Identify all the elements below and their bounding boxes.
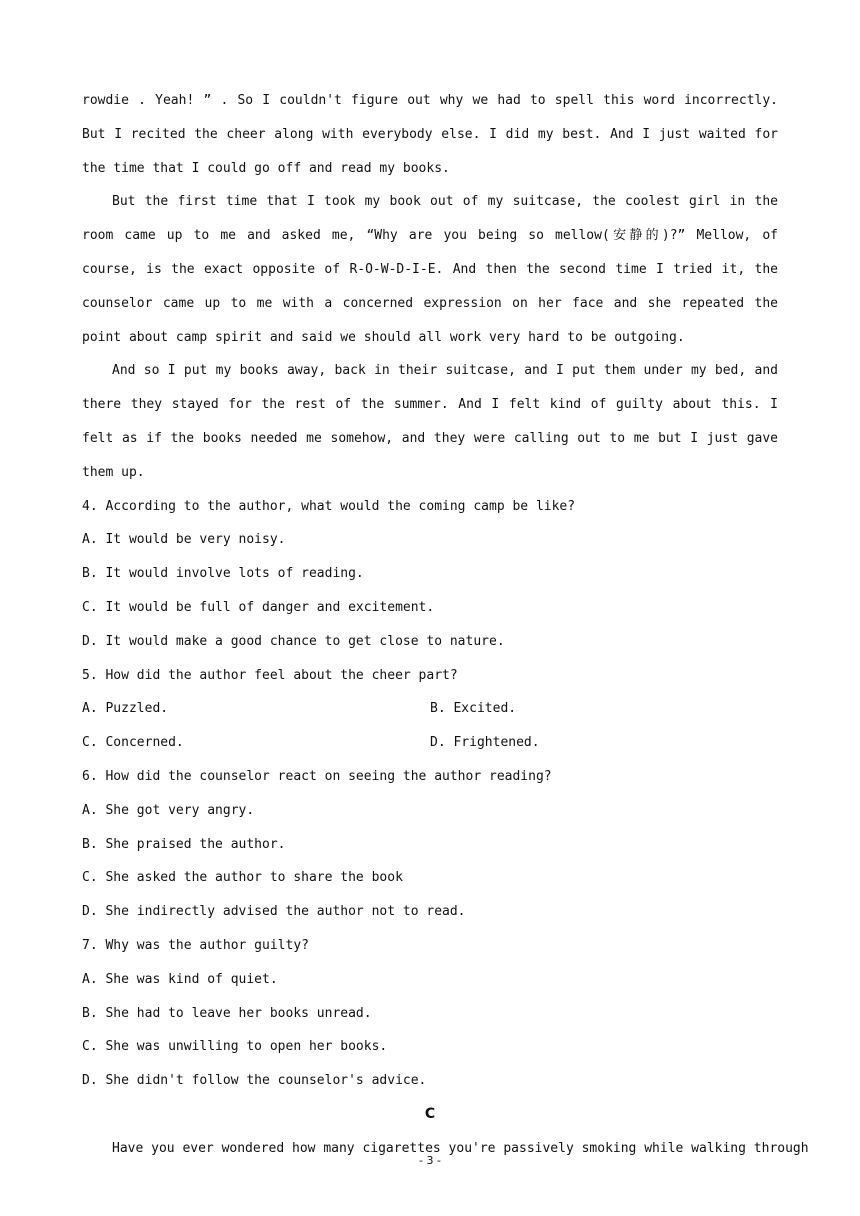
question-stem: 7. Why was the author guilty? <box>82 937 309 953</box>
page-number: - 3 - <box>419 1154 441 1167</box>
passage-paragraph-3: And so I put my books away, back in their suitcase, and I put them under my bed, and there they stayed for the rest of the summer. And I felt kind of guilty about this. I felt as if the books needed me somehow, and they were calling out to me but I just gave them up. <box>82 363 778 480</box>
option-b: B. She had to leave her books unread. <box>82 1005 372 1021</box>
option-a: A. She was kind of quiet. <box>82 971 278 987</box>
option-d: D. She didn't follow the counselor's advice. <box>82 1073 427 1089</box>
question-7 <box>82 929 778 1098</box>
passage-paragraph-1: rowdie . Yeah! ” . So I couldn't figure out why we had to spell this word incorrectly. But I recited the cheer along with everybody else. I did my best. And I just waited for the time that I could go off and read my books. <box>82 93 778 176</box>
option-b: B. It would involve lots of reading. <box>82 566 364 582</box>
option-c: C. She was unwilling to open her books. <box>82 1039 388 1055</box>
option-c: C. She asked the author to share the book <box>82 870 403 886</box>
option-b: B. Excited. <box>430 701 517 717</box>
option-c: C. It would be full of danger and excitement. <box>82 599 435 615</box>
option-row <box>82 726 778 760</box>
passage-paragraph-2: But the first time that I took my book out of my suitcase, the coolest girl in the room came up to me and asked me, “Why are you being so mellow(安静的)?” Mellow, of course, is the exact opposite of R-O-W-D-I-E. And then the second time I tried it, the counselor came up to me with a concerned expression on her face and she repeated the point about camp spirit and said we should all work very hard to be outgoing. <box>82 194 778 345</box>
document-page <box>82 84 809 1166</box>
question-5 <box>82 659 778 760</box>
option-c: C. Concerned. <box>82 735 184 751</box>
section-c-first-line: Have you ever wondered how many cigarettes you're passively smoking while walking through <box>112 1140 809 1156</box>
option-d: D. She indirectly advised the author not to read. <box>82 904 466 920</box>
question-stem: 6. How did the counselor react on seeing the author reading? <box>82 768 552 784</box>
option-d: D. It would make a good chance to get close to nature. <box>82 633 505 649</box>
option-a: A. It would be very noisy. <box>82 532 286 548</box>
question-stem: 4. According to the author, what would the coming camp be like? <box>82 498 576 514</box>
question-stem: 5. How did the author feel about the cheer part? <box>82 667 458 683</box>
section-heading-c: C <box>424 1105 436 1122</box>
question-4 <box>82 490 778 659</box>
option-b: B. She praised the author. <box>82 836 286 852</box>
option-row <box>82 692 778 726</box>
option-d: D. Frightened. <box>430 735 540 751</box>
option-a: A. Puzzled. <box>82 701 169 717</box>
option-a: A. She got very angry. <box>82 802 255 818</box>
question-6 <box>82 760 778 929</box>
